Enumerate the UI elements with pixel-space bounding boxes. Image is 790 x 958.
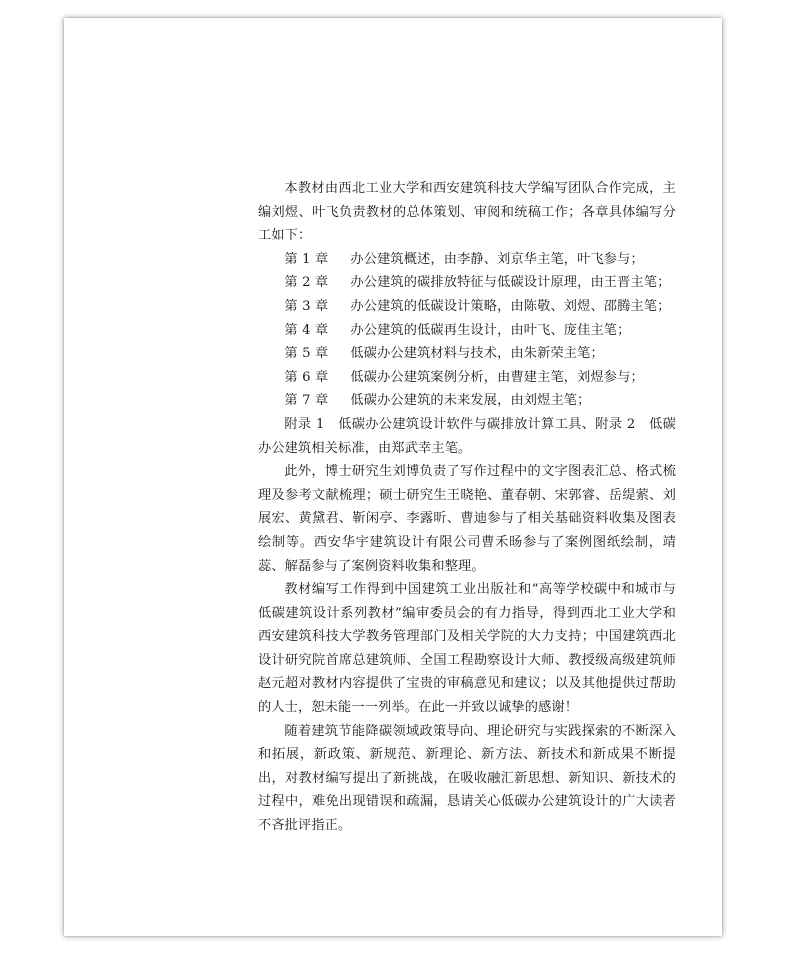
- chapter-label: 第 6 章: [284, 369, 329, 385]
- closing-paragraph: 随着建筑节能降碳领域政策导向、理论研究与实践探索的不断深入和拓展，新政策、新规范、新理论、新方法、新技术和新成果不断提出，对教材编写提出了新挑战，在吸收融汇新思想、新知识、新技术的过程中，难免出现错误和疏漏，恳请关心低碳办公建筑设计的广大读者不吝批评指正。: [258, 723, 676, 834]
- chapter-label: 第 5 章: [284, 346, 329, 362]
- chapter-text: 办公建筑的低碳再生设计，由叶飞、庞佳主笔；: [350, 322, 631, 338]
- chapter-text: 低碳办公建筑案例分析，由曹建主笔，刘煜参与；: [350, 369, 644, 385]
- chapter-line-3: [258, 295, 676, 319]
- document-body: [258, 177, 676, 838]
- chapter-text: 办公建筑概述，由李静、刘京华主笔，叶飞参与；: [350, 251, 644, 267]
- chapter-line-7: [258, 389, 676, 413]
- chapter-line-5: [258, 342, 676, 366]
- chapter-line-4: [258, 319, 676, 343]
- appendix-paragraph: 附录 1 低碳办公建筑设计软件与碳排放计算工具、附录 2 低碳办公建筑相关标准，由郑武幸主笔。: [258, 416, 676, 456]
- chapter-text: 办公建筑的碳排放特征与低碳设计原理，由王晋主笔；: [350, 275, 671, 291]
- chapter-line-6: [258, 366, 676, 390]
- chapter-line-2: [258, 271, 676, 295]
- intro-paragraph: 本教材由西北工业大学和西安建筑科技大学编写团队合作完成，主编刘煜、叶飞负责教材的总体策划、审阅和统稿工作；各章具体编写分工如下：: [258, 181, 676, 244]
- chapter-label: 第 4 章: [284, 322, 329, 338]
- chapter-text: 低碳办公建筑材料与技术，由朱新荣主笔；: [350, 346, 604, 362]
- chapter-text: 办公建筑的低碳设计策略，由陈敬、刘煜、邵腾主笔；: [350, 298, 671, 314]
- chapter-label: 第 7 章: [284, 393, 329, 409]
- assistants-paragraph: 此外，博士研究生刘博负责了写作过程中的文字图表汇总、格式梳理及参考文献梳理；硕士研究生王晓艳、董春朝、宋郭睿、岳缇萦、刘展宏、黄黛君、靳闲亭、李露昕、曹迪参与了相关基础资料收集及图表绘制等。西安华宇建筑设计有限公司曹禾旸参与了案例图纸绘制，靖蕊、解磊参与了案例资料收集和整理。: [258, 464, 676, 574]
- chapter-line-1: [258, 248, 676, 272]
- chapter-label: 第 3 章: [284, 298, 329, 314]
- chapter-label: 第 2 章: [284, 275, 329, 291]
- chapter-label: 第 1 章: [284, 251, 329, 267]
- acknowledgement-paragraph: 教材编写工作得到中国建筑工业出版社和“高等学校碳中和城市与低碳建筑设计系列教材”编审委员会的有力指导，得到西北工业大学和西安建筑科技大学教务管理部门及相关学院的大力支持；中国建筑西北设计研究院首席总建筑师、全国工程勘察设计大师、教授级高级建筑师赵元超对教材内容提供了宝贵的审稿意见和建议；以及其他提供过帮助的人士，恕未能一一列举。在此一并致以诚挚的感谢！: [258, 582, 676, 716]
- chapter-text: 低碳办公建筑的未来发展，由刘煜主笔；: [350, 393, 591, 409]
